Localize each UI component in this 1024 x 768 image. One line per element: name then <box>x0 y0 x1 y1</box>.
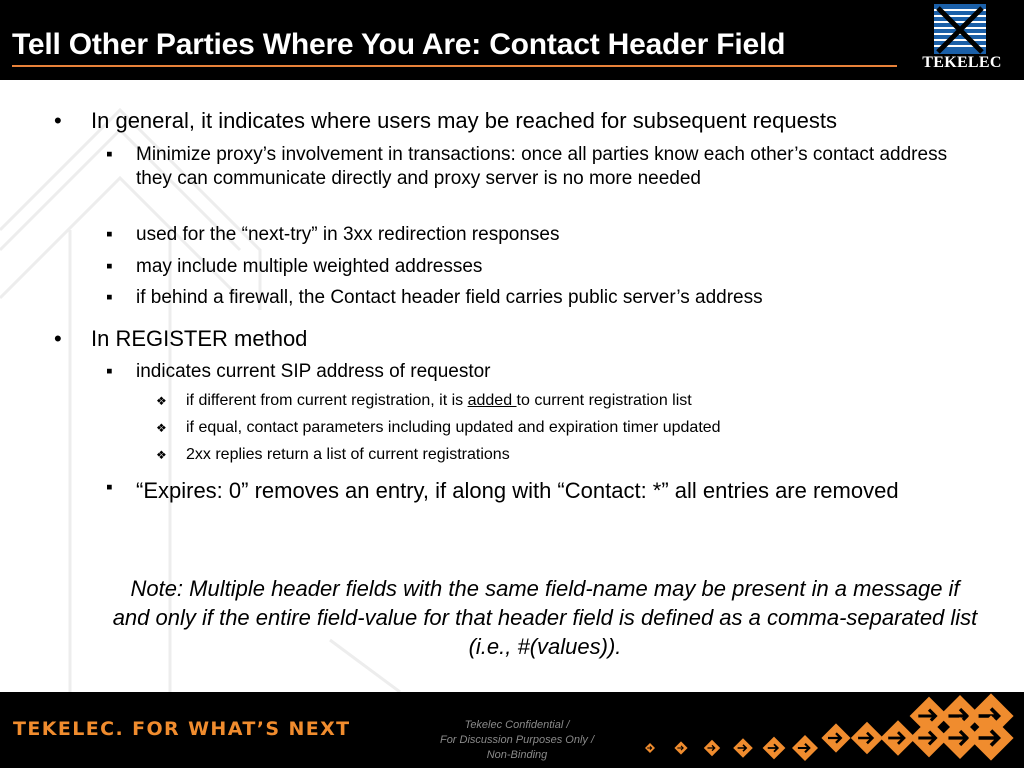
subbullet-expires <box>0 475 1024 531</box>
subbullet-marker: ▪ <box>106 224 113 245</box>
orange-arrow-icon <box>763 737 786 760</box>
slide-content <box>0 80 1024 692</box>
orange-arrow-icon <box>674 741 687 754</box>
underlined-word: added <box>467 392 517 409</box>
bullet-text: In REGISTER method <box>91 326 308 351</box>
subbullet-proxy <box>0 143 1024 215</box>
bullet-marker: • <box>54 108 62 133</box>
bullet-text: In general, it indicates where users may be reached for subsequent requests <box>91 108 837 133</box>
subsubbullet-text: 2xx replies return a list of current registrations <box>186 446 510 463</box>
subbullet-text: indicates current SIP address of requestor <box>136 361 491 382</box>
subbullet-marker: ▪ <box>106 287 113 308</box>
diamond-bullet-icon: ❖ <box>156 394 167 408</box>
subbullet-marker: ▪ <box>106 361 113 382</box>
bullet-general <box>0 108 1024 134</box>
subbullet-marker: ▪ <box>106 256 113 277</box>
tekelec-logo-icon <box>934 4 986 54</box>
subsubbullet-equal <box>0 418 1024 438</box>
orange-arrow-icon <box>821 723 850 752</box>
footer-bar <box>0 692 1024 768</box>
bullet-marker: • <box>54 326 62 351</box>
header-bar <box>0 0 1024 80</box>
subbullet-text: Minimize proxy’s involvement in transactions: once all parties know each other’s contact address they can communicate directly and proxy server is no more needed <box>136 144 948 189</box>
subbullet-weighted <box>0 255 1024 279</box>
orange-arrow-icon <box>733 738 753 758</box>
bullet-register <box>0 326 1024 352</box>
subbullet-sip-address <box>0 360 1024 384</box>
subbullet-marker: ▪ <box>106 144 113 165</box>
logo-wordmark: TEKELEC <box>922 54 1002 71</box>
orange-arrow-icon <box>792 735 818 761</box>
subbullet-marker: ▪ <box>106 477 113 498</box>
diamond-bullet-icon: ❖ <box>156 421 167 435</box>
confidential-notice <box>420 718 614 763</box>
slide-title: Tell Other Parties Where You Are: Contact Header Field <box>12 28 786 61</box>
confidential-line: For Discussion Purposes Only / <box>439 734 595 746</box>
tekelec-logo <box>922 2 1002 76</box>
subsubbullet-different <box>0 391 1024 411</box>
subsubbullet-2xx <box>0 445 1024 465</box>
subbullet-text: used for the “next-try” in 3xx redirection responses <box>136 224 560 245</box>
subbullet-next-try <box>0 223 1024 247</box>
orange-arrow-icon <box>704 740 720 756</box>
subsubbullet-text: if equal, contact parameters including updated and expiration timer updated <box>186 419 721 436</box>
orange-arrow-icon <box>851 722 883 754</box>
title-underline <box>12 65 897 67</box>
note-paragraph: Note: Multiple header fields with the same field-name may be present in a message if and only if the entire field-value for that header field is defined as a comma-separated list (i.e., #(values)). <box>112 576 978 659</box>
diamond-bullet-icon: ❖ <box>156 448 167 462</box>
confidential-line: Tekelec Confidential / <box>464 719 570 731</box>
subbullet-text: “Expires: 0” removes an entry, if along with “Contact: *” all entries are removed <box>136 478 899 503</box>
orange-arrow-icon <box>645 743 655 753</box>
confidential-line: Non-Binding <box>486 749 548 761</box>
footer-tagline: TEKELEC. FOR WHAT’S NEXT <box>13 718 351 740</box>
subsubbullet-text: if different from current registration, it is added to current registration list <box>186 392 692 409</box>
subbullet-text: may include multiple weighted addresses <box>136 256 483 277</box>
footer-arrow-pattern <box>630 692 1024 768</box>
subbullet-firewall <box>0 286 1024 310</box>
subbullet-text: if behind a firewall, the Contact header field carries public server’s address <box>136 287 763 308</box>
